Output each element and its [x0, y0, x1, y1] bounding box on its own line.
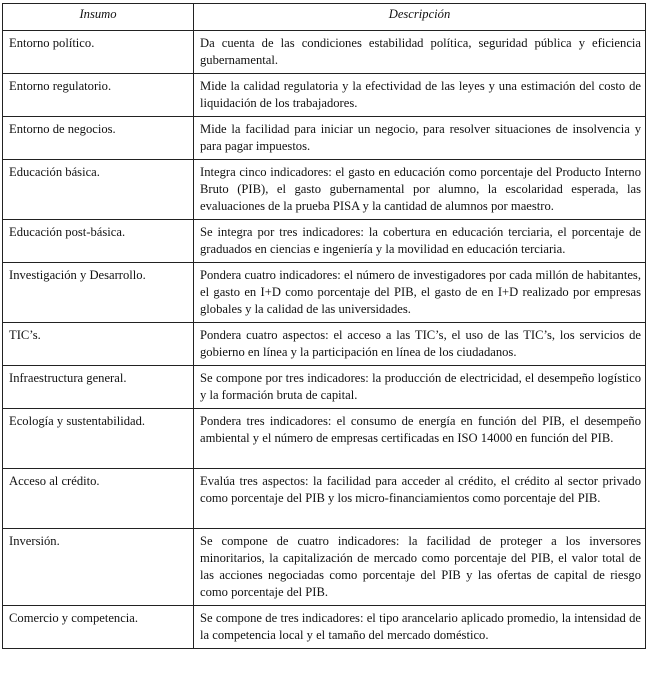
insumo-cell: Educación post-básica.	[3, 220, 194, 263]
insumo-cell: Entorno de negocios.	[3, 117, 194, 160]
header-row	[3, 4, 646, 31]
insumo-cell: Entorno político.	[3, 31, 194, 74]
header-descripcion: Descripción	[194, 4, 646, 31]
table-row	[3, 117, 646, 160]
descripcion-cell: Mide la calidad regulatoria y la efectividad de las leyes y una estimación del costo de liquidación de los trabajadores.	[194, 74, 646, 117]
table-row	[3, 160, 646, 220]
descripcion-cell: Pondera tres indicadores: el consumo de energía en función del PIB, el desempeño ambiental y el número de empresas certificadas en ISO 14000 en función del PIB.	[194, 409, 646, 469]
descripcion-cell: Da cuenta de las condiciones estabilidad política, seguridad pública y eficiencia gubernamental.	[194, 31, 646, 74]
descripcion-cell: Pondera cuatro aspectos: el acceso a las TIC’s, el uso de las TIC’s, los servicios de gobierno en línea y la participación en línea de los ciudadanos.	[194, 323, 646, 366]
table-row	[3, 529, 646, 606]
table-row	[3, 74, 646, 117]
table-row	[3, 366, 646, 409]
descripcion-cell: Se compone de cuatro indicadores: la facilidad de proteger a los inversores minoritarios, la capitalización de mercado como porcentaje del PIB, el valor total de las acciones negociadas como porcentaje del PIB y las ofertas de capital de riesgo como porcentaje del PIB.	[194, 529, 646, 606]
descripcion-cell: Integra cinco indicadores: el gasto en educación como porcentaje del Producto Interno Bruto (PIB), el gasto gubernamental por alumno, la escolaridad esperada, las evaluaciones de la prueba PISA y la cantidad de alumnos por maestro.	[194, 160, 646, 220]
table-row	[3, 409, 646, 469]
table-row	[3, 31, 646, 74]
insumo-cell: Infraestructura general.	[3, 366, 194, 409]
table-row	[3, 469, 646, 529]
table-row	[3, 263, 646, 323]
descripcion-cell: Se compone por tres indicadores: la producción de electricidad, el desempeño logístico y la formación bruta de capital.	[194, 366, 646, 409]
descripcion-cell: Mide la facilidad para iniciar un negocio, para resolver situaciones de insolvencia y para pagar impuestos.	[194, 117, 646, 160]
insumo-cell: Investigación y Desarrollo.	[3, 263, 194, 323]
insumo-cell: Comercio y competencia.	[3, 606, 194, 649]
descripcion-cell: Evalúa tres aspectos: la facilidad para acceder al crédito, el crédito al sector privado como porcentaje del PIB y los micro-financiamientos como porcentaje del PIB.	[194, 469, 646, 529]
insumo-cell: Educación básica.	[3, 160, 194, 220]
insumo-cell: Inversión.	[3, 529, 194, 606]
descripcion-cell: Se compone de tres indicadores: el tipo arancelario aplicado promedio, la intensidad de la competencia local y el tamaño del mercado doméstico.	[194, 606, 646, 649]
descripcion-cell: Se integra por tres indicadores: la cobertura en educación terciaria, el porcentaje de graduados en ciencias e ingeniería y la movilidad en educación terciaria.	[194, 220, 646, 263]
insumos-table	[2, 3, 646, 649]
table-row	[3, 606, 646, 649]
header-insumo: Insumo	[3, 4, 194, 31]
table-row	[3, 220, 646, 263]
table-row	[3, 323, 646, 366]
insumo-cell: Ecología y sustentabilidad.	[3, 409, 194, 469]
insumo-cell: Acceso al crédito.	[3, 469, 194, 529]
insumo-cell: Entorno regulatorio.	[3, 74, 194, 117]
descripcion-cell: Pondera cuatro indicadores: el número de investigadores por cada millón de habitantes, el gasto en I+D como porcentaje del PIB, el gasto de en I+D realizado por empresas globales y la calidad de las universidades.	[194, 263, 646, 323]
insumo-cell: TIC’s.	[3, 323, 194, 366]
